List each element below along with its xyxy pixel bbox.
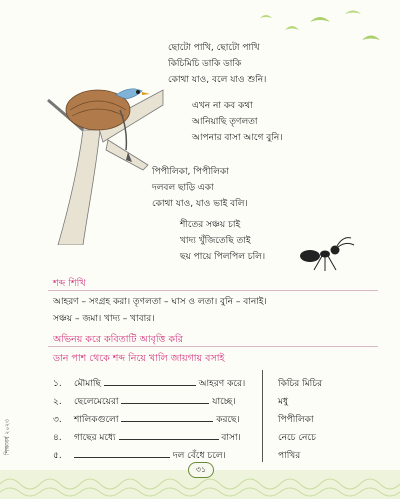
exercise-sentence bbox=[74, 412, 240, 427]
sentence-start: গাছের মধ্যে bbox=[74, 433, 116, 443]
poem-line: দলবল ছাড়ি একা bbox=[152, 183, 214, 193]
poem-line: ছোটো পাখি, ছোটো পাখি bbox=[168, 43, 260, 53]
exercise-number: ৫. bbox=[53, 451, 62, 461]
poem-line: আপনার বাসা আগে বুনি। bbox=[192, 133, 283, 143]
poem-stanza-3 bbox=[152, 164, 248, 212]
blank-field[interactable] bbox=[121, 412, 213, 422]
side-year-label: শিক্ষাবর্ষ ২০২৩ bbox=[4, 418, 11, 455]
sentence-start: ছেলেমেয়েরা bbox=[74, 397, 119, 407]
page-number: ৩১ bbox=[188, 462, 214, 478]
sentence-end: দল বেঁধে চলে। bbox=[172, 451, 226, 461]
sentence-end: করছে। bbox=[216, 415, 240, 425]
blank-field[interactable] bbox=[119, 430, 219, 440]
blank-field[interactable] bbox=[74, 448, 170, 458]
heading-divider bbox=[48, 346, 378, 347]
blank-field[interactable] bbox=[121, 394, 209, 404]
answer-option: পিপীলিকা bbox=[278, 415, 314, 425]
recite-heading: অভিনয় করে কবিতাটি আবৃত্তি করি bbox=[53, 334, 183, 345]
exercise-number: ১. bbox=[53, 379, 62, 389]
exercise-sentence bbox=[74, 394, 235, 409]
heading-divider bbox=[48, 290, 378, 291]
exercise-number: ৩. bbox=[53, 415, 62, 425]
bird-nest-illustration bbox=[38, 70, 168, 245]
poem-line: আনিয়াছি তৃণলতা bbox=[192, 117, 258, 127]
poem-stanza-2 bbox=[192, 98, 282, 146]
poem-line: খাদ্য খুঁজিতেছি তাই bbox=[180, 236, 251, 246]
sentence-end: বাসা। bbox=[221, 433, 241, 443]
poem-stanza-4 bbox=[180, 217, 265, 265]
flying-birds-decoration bbox=[250, 6, 400, 56]
poem-line: কোথা যাও, বলে যাও শুনি। bbox=[168, 75, 267, 85]
exercise-sentence bbox=[74, 376, 245, 391]
blank-field[interactable] bbox=[104, 376, 196, 386]
sentence-start: মৌমাছি bbox=[74, 379, 101, 389]
poem-line: পিপীলিকা, পিপীলিকা bbox=[152, 167, 229, 177]
answer-option: পাখির bbox=[278, 451, 301, 461]
sentence-end: যাচ্ছে। bbox=[212, 397, 236, 407]
poem-line: কিচিমিচি ডাকি ডাকি bbox=[168, 59, 242, 69]
exercise-sentence bbox=[74, 448, 226, 463]
poem-line: শীতের সঞ্চয় চাই bbox=[180, 220, 241, 230]
answer-option: নেচে নেচে bbox=[278, 433, 316, 443]
word-meaning-line: সঞ্চয় – জমা। খাদ্য – খাবার। bbox=[53, 314, 155, 324]
sentence-end: আহরণ করে। bbox=[198, 379, 246, 389]
poem-line: এখন না কব কথা bbox=[192, 101, 253, 111]
poem-line: কোথা যাও, যাও ভাই বলি। bbox=[152, 199, 248, 209]
word-meaning-heading: শব্দ শিখি bbox=[53, 278, 86, 289]
exercise-number: ৪. bbox=[53, 433, 62, 443]
poem-line: ছয় পায়ে পিলপিল চলি। bbox=[180, 252, 266, 262]
ant-illustration bbox=[298, 234, 358, 274]
fill-blanks-heading: ডান পাশ থেকে শব্দ নিয়ে খালি জায়গায় বসাই bbox=[53, 353, 225, 364]
answer-column-divider bbox=[262, 370, 263, 462]
poem-stanza-1 bbox=[168, 40, 266, 88]
word-meaning-line: আহরণ – সংগ্রহ করা। তৃণলতা – ঘাস ও লতা। বুনি – বানাই। bbox=[53, 297, 267, 307]
sentence-start: শালিকগুলো bbox=[74, 415, 119, 425]
exercise-number: ২. bbox=[53, 397, 62, 407]
answer-option: কিচির মিচির bbox=[278, 379, 323, 389]
answer-option: মধু bbox=[278, 397, 289, 407]
exercise-sentence bbox=[74, 430, 241, 445]
